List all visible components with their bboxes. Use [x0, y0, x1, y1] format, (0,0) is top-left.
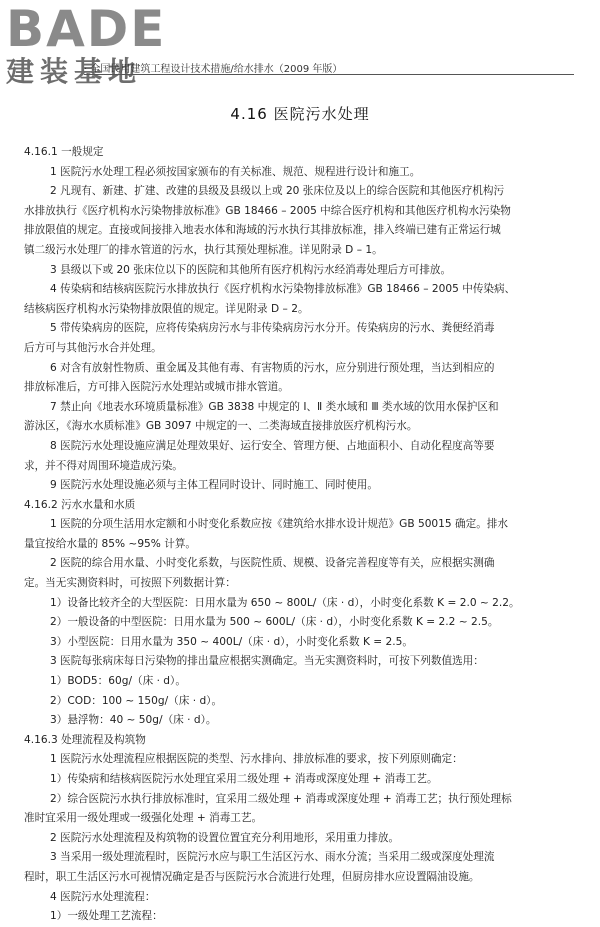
paragraph-line: 程时，职工生活区污水可视情况确定是否与医院污水合流进行处理，但厨房排水应设置隔油设施。 — [24, 870, 480, 883]
paragraph-line: 2 医院的综合用水量、小时变化系数，与医院性质、规模、设备完善程度等有关，应根据实测确 — [50, 557, 495, 570]
list-item: 1）传染病和结核病医院污水处理宜采用二级处理 + 消毒或深度处理 + 消毒工艺。 — [50, 773, 438, 785]
logo-chinese-text: 建装基地 — [6, 55, 143, 88]
paragraph-line: 准时宜采用一级处理或一级强化处理 + 消毒工艺。 — [24, 812, 263, 825]
chapter-title: 4.16 医院污水处理 — [230, 105, 370, 123]
paragraph-line: 量宜按给水量的 85% ~95% 计算。 — [24, 537, 197, 550]
list-item: 3）悬浮物：40 ~ 50g/（床 · d）。 — [50, 714, 217, 727]
list-item: 1）BOD5：60g/（床 · d）。 — [50, 675, 186, 688]
paragraph-line: 3 当采用一级处理流程时，医院污水应与职工生活区污水、雨水分流；当采用二级或深度处理流 — [50, 851, 495, 864]
paragraph-line: 6 对含有放射性物质、重金属及其他有毒、有害物质的污水，应分别进行预处理，当达到相应的 — [50, 361, 495, 374]
list-item: 2）一般设备的中型医院：日用水量为 500 ~ 600L/（床 · d），小时变化系数 K = 2.2 ~ 2.5。 — [50, 616, 499, 629]
section-heading-4-16-1: 4.16.1 一般规定 — [24, 146, 104, 158]
logo-latin-text: BADE — [6, 0, 167, 58]
paragraph-line: 4 传染病和结核病医院污水排放执行《医疗机构水污染物排放标准》GB 18466 – 2005 中传染病、 — [50, 283, 516, 296]
list-item: 3）小型医院：日用水量为 350 ~ 400L/（床 · d），小时变化系数 K = 2.5。 — [50, 635, 413, 648]
paragraph-line: 4 医院污水处理流程： — [50, 890, 156, 903]
paragraph-line: 2 医院污水处理流程及构筑物的设置位置宜充分利用地形，采用重力排放。 — [50, 831, 400, 844]
paragraph-line: 8 医院污水处理设施应满足处理效果好、运行安全、管理方便、占地面积小、自动化程度高等要 — [50, 439, 495, 452]
list-item: 2）综合医院污水执行排放标准时，宜采用二级处理 + 消毒或深度处理 + 消毒工艺；执行预处理标 — [50, 792, 512, 805]
paragraph-line: 3 医院每张病床每日污染物的排出量应根据实测确定。当无实测资料时，可按下列数值选用： — [50, 655, 484, 668]
section-heading-4-16-2: 4.16.2 污水水量和水质 — [24, 498, 136, 511]
paragraph-line: 2 凡现有、新建、扩建、改建的县级及县级以上或 20 张床位及以上的综合医院和其他医疗机构污 — [50, 185, 505, 198]
paragraph-line: 3 县级以下或 20 张床位以下的医院和其他所有医疗机构污水经消毒处理后方可排放。 — [50, 263, 452, 276]
list-item: 1）设备比较齐全的大型医院：日用水量为 650 ~ 800L/（床 · d），小时变化系数 K = 2.0 ~ 2.2。 — [50, 596, 520, 609]
section-heading-4-16-3: 4.16.3 处理流程及构筑物 — [24, 733, 146, 746]
paragraph-line: 水排放执行《医疗机构水污染物排放标准》GB 18466 – 2005 中综合医疗机构和其他医疗机构水污染物 — [24, 204, 511, 217]
paragraph-line: 排放限值的规定。直接或间接排入地表水体和海域的污水执行其排放标准，排入终端已建有正常运行城 — [24, 224, 501, 237]
paragraph-line: 游泳区，《海水水质标准》GB 3097 中规定的一、二类海域直接排放医疗机构污水。 — [24, 420, 418, 433]
paragraph-line: 后方可与其他污水合并处理。 — [24, 341, 162, 354]
bade-logo — [6, 0, 186, 94]
paragraph-line: 结核病医疗机构水污染物排放限值的规定。详见附录 D – 2。 — [24, 302, 309, 315]
paragraph-line: 求，并不得对周围环境造成污染。 — [24, 459, 183, 472]
list-item: 2）COD：100 ~ 150g/（床 · d）。 — [50, 694, 223, 707]
list-item: 1）一级处理工艺流程： — [50, 910, 163, 923]
document-body — [24, 143, 580, 927]
paragraph-line: 5 带传染病房的医院，应将传染病房污水与非传染病房污水分开。传染病房的污水、粪便经消毒 — [50, 322, 495, 335]
header-rule — [84, 74, 574, 75]
paragraph-line: 1 医院的分项生活用水定额和小时变化系数应按《建筑给水排水设计规范》GB 50015 确定。排水 — [50, 518, 508, 531]
running-header: · 全国民用建筑工程设计技术措施/给水排水（2009 年版） — [84, 64, 343, 75]
paragraph-line: 7 禁止向《地表水环境质量标准》GB 3838 中规定的 Ⅰ、Ⅱ 类水域和 Ⅲ 类水域的饮用水保护区和 — [50, 400, 499, 413]
paragraph-line: 9 医院污水处理设施必须与主体工程同时设计、同时施工、同时使用。 — [50, 479, 378, 492]
paragraph-line: 镇二级污水处理厂的排水管道的污水，执行其预处理标准。详见附录 D – 1。 — [24, 243, 383, 256]
paragraph-line: 1 医院污水处理工程必须按国家颁布的有关标准、规范、规程进行设计和施工。 — [50, 165, 421, 178]
paragraph-line: 排放标准后，方可排入医院污水处理站或城市排水管道。 — [24, 381, 289, 394]
paragraph-line: 定。当无实测资料时，可按照下列数据计算： — [24, 577, 236, 590]
paragraph-line: 1 医院污水处理流程应根据医院的类型、污水排向、排放标准的要求，按下列原则确定： — [50, 753, 463, 766]
